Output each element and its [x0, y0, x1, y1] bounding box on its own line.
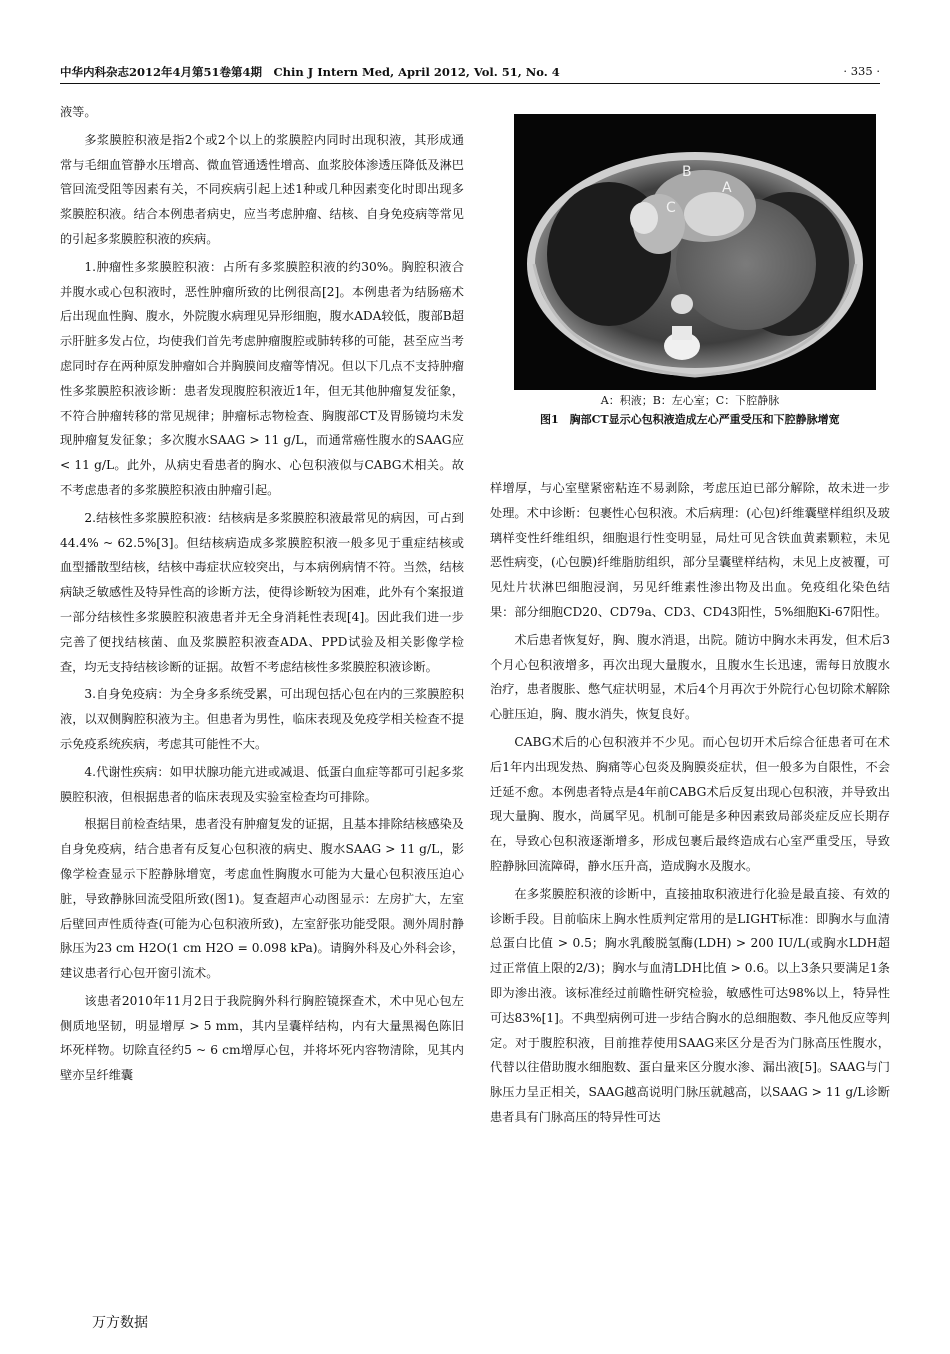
- right-column: [490, 476, 890, 1133]
- running-header: [60, 64, 880, 82]
- paragraph: 2.结核性多浆膜腔积液：结核病是多浆膜腔积液最常见的病因，可占到44.4% ~ 62.5%[3]。但结核病造成多浆膜腔积液一般多见于重症结核或血型播散型结核，结核中毒症状应较突出，与本病例病情不符。当然，结核病缺乏敏感性及特异性高的诊断方法，使得诊断较为困难，此外有个案报道一部分结核性多浆膜腔积液患者并无全身消耗性表现[4]。因此我们进一步完善了便找结核菌、血及浆膜腔积液查ADA、PPD试验及相关影像学检查，均无支持结核诊断的证据。故暂不考虑结核性多浆膜腔积液诊断。: [60, 510, 464, 674]
- paragraph: 3.自身免疫病：为全身多系统受累，可出现包括心包在内的三浆膜腔积液，以双侧胸腔积液为主。但患者为男性，临床表现及免疫学相关检查不提示免疫系统疾病，考虑其可能性不大。: [60, 687, 464, 751]
- figure-caption: 图1 胸部CT显示心包积液造成左心严重受压和下腔静脉增宽: [540, 413, 840, 426]
- ct-scan-figure: [514, 114, 876, 390]
- figure-legend: A：积液；B：左心室；C：下腔静脉: [600, 394, 780, 407]
- label-c: C: [666, 200, 676, 216]
- paragraph: 多浆膜腔积液是指2个或2个以上的浆膜腔内同时出现积液，其形成通常与毛细血管静水压增高、微血管通透性增高、血浆胶体渗透压降低及淋巴管回流受阻等因素有关，不同疾病引起上述1种或几种因素变化时即出现多浆膜腔积液。结合本例患者病史，应当考虑肿瘤、结核、自身免疫病等常见的引起多浆膜腔积液的疾病。: [60, 132, 464, 246]
- ct-scan-image: [514, 114, 876, 390]
- label-b: B: [682, 164, 692, 180]
- label-a: A: [722, 180, 732, 196]
- paragraph: 根据目前检查结果，患者没有肿瘤复发的证据，且基本排除结核感染及自身免疫病，结合患者有反复心包积液的病史、腹水SAAG > 11 g/L，影像学检查显示下腔静脉增宽，考虑血性胸腹水可能为大量心包积液压迫心脏，导致静脉回流受阻所致(图1)。复查超声心动图显示：左房扩大，左室后壁回声性质待查(可能为心包积液所致)，左室舒张功能受限。测外周肘静脉压为23 cm H2O(1 cm H2O = 0.098 kPa)。请胸外科及心外科会诊，建议患者行心包开窗引流术。: [60, 817, 464, 981]
- left-column: [60, 100, 464, 1091]
- paragraph: 术后患者恢复好，胸、腹水消退，出院。随访中胸水未再发，但术后3个月心包积液增多，再次出现大量腹水，且腹水生长迅速，需每日放腹水治疗，患者腹胀、憋气症状明显，术后4个月再次于外院行心包切除术解除心脏压迫，胸、腹水消失，恢复良好。: [490, 632, 890, 722]
- paragraph: 液等。: [60, 105, 97, 119]
- paragraph: 在多浆膜腔积液的诊断中，直接抽取积液进行化验是最直接、有效的诊断手段。目前临床上胸水性质判定常用的是LIGHT标准：即胸水与血清总蛋白比值 > 0.5；胸水乳酸脱氢酶(LDH) > 200 IU/L(或胸水LDH超过正常值上限的2/3)；胸水与血清LDH比值 > 0.6。以上3条只要满足1条即为渗出液。该标准经过前瞻性研究检验，敏感性可达98%以上，特异性可达83%[1]。不典型病例可进一步结合胸水的总细胞数、李凡他反应等判定。对于腹腔积液，目前推荐使用SAAG来区分是否为门脉高压性腹水，代替以往借助腹水细胞数、蛋白量来区分腹水渗、漏出液[5]。SAAG与门脉压力呈正相关，SAAG越高说明门脉压就越高，以SAAG > 11 g/L诊断患者具有门脉高压的特异性可达: [490, 886, 890, 1124]
- header-rule: [60, 83, 880, 84]
- page-number: · 335 ·: [843, 64, 880, 78]
- journal-citation: 中华内科杂志2012年4月第51卷第4期 Chin J Intern Med, April 2012, Vol. 51, No. 4: [60, 65, 560, 79]
- paragraph: 1.肿瘤性多浆膜腔积液：占所有多浆膜腔积液的约30%。胸腔积液合并腹水或心包积液时，恶性肿瘤所致的比例很高[2]。本例患者为结肠癌术后出现血性胸、腹水，外院腹水病理见异形细胞，腹水ADA较低，腹部B超示肝脏多发占位，均使我们首先考虑肿瘤腹腔或肺转移的可能，甚至应当考虑同时存在两种原发肿瘤如合并胸膜间皮瘤等情况。但以下几点不支持肿瘤性多浆膜腔积液诊断：患者发现腹腔积液近1年，但无其他肿瘤复发征象，不符合肿瘤转移的常见规律；肿瘤标志物检查、胸腹部CT及胃肠镜均未发现肿瘤复发征象；多次腹水SAAG > 11 g/L，而通常癌性腹水的SAAG应 < 11 g/L。此外，从病史看患者的胸水、心包积液似与CABG术相关。故不考虑患者的多浆膜腔积液由肿瘤引起。: [60, 259, 464, 497]
- footer-watermark: 万方数据: [92, 1315, 148, 1331]
- paragraph: 样增厚，与心室壁紧密粘连不易剥除，考虑压迫已部分解除，故未进一步处理。术中诊断：包裹性心包积液。术后病理：(心包)纤维囊壁样组织及玻璃样变性纤维组织，细胞退行性变明显，局灶可见含铁血黄素颗粒，未见恶性病变，(心包膜)纤维脂肪组织，部分呈囊壁样结构，未见上皮被覆，可见灶片状淋巴细胞浸润，另见纤维素性渗出物及出血。免疫组化染色结果：部分细胞CD20、CD79a、CD3、CD43阳性，5%细胞Ki-67阳性。: [490, 481, 890, 619]
- paragraph: 该患者2010年11月2日于我院胸外科行胸腔镜探查术，术中见心包左侧质地坚韧，明显增厚 > 5 mm，其内呈囊样结构，内有大量黑褐色陈旧坏死样物。切除直径约5 ~ 6 cm增厚心包，并将坏死内容物清除，见其内壁亦呈纤维囊: [60, 993, 464, 1083]
- paragraph: CABG术后的心包积液并不少见。而心包切开术后综合征患者可在术后1年内出现发热、胸痛等心包炎及胸膜炎症状，但一般多为自限性，不会迁延不愈。本例患者特点是4年前CABG术后反复出现心包积液，并导致出现大量胸、腹水，尚属罕见。机制可能是多种因素致局部炎症反应长期存在，导致心包积液逐渐增多，形成包裹后最终造成右心室严重受压，导致腔静脉回流障碍，静水压升高，造成胸水及腹水。: [490, 734, 890, 873]
- paragraph: 4.代谢性疾病：如甲状腺功能亢进或减退、低蛋白血症等都可引起多浆膜腔积液，但根据患者的临床表现及实验室检查均可排除。: [60, 764, 464, 804]
